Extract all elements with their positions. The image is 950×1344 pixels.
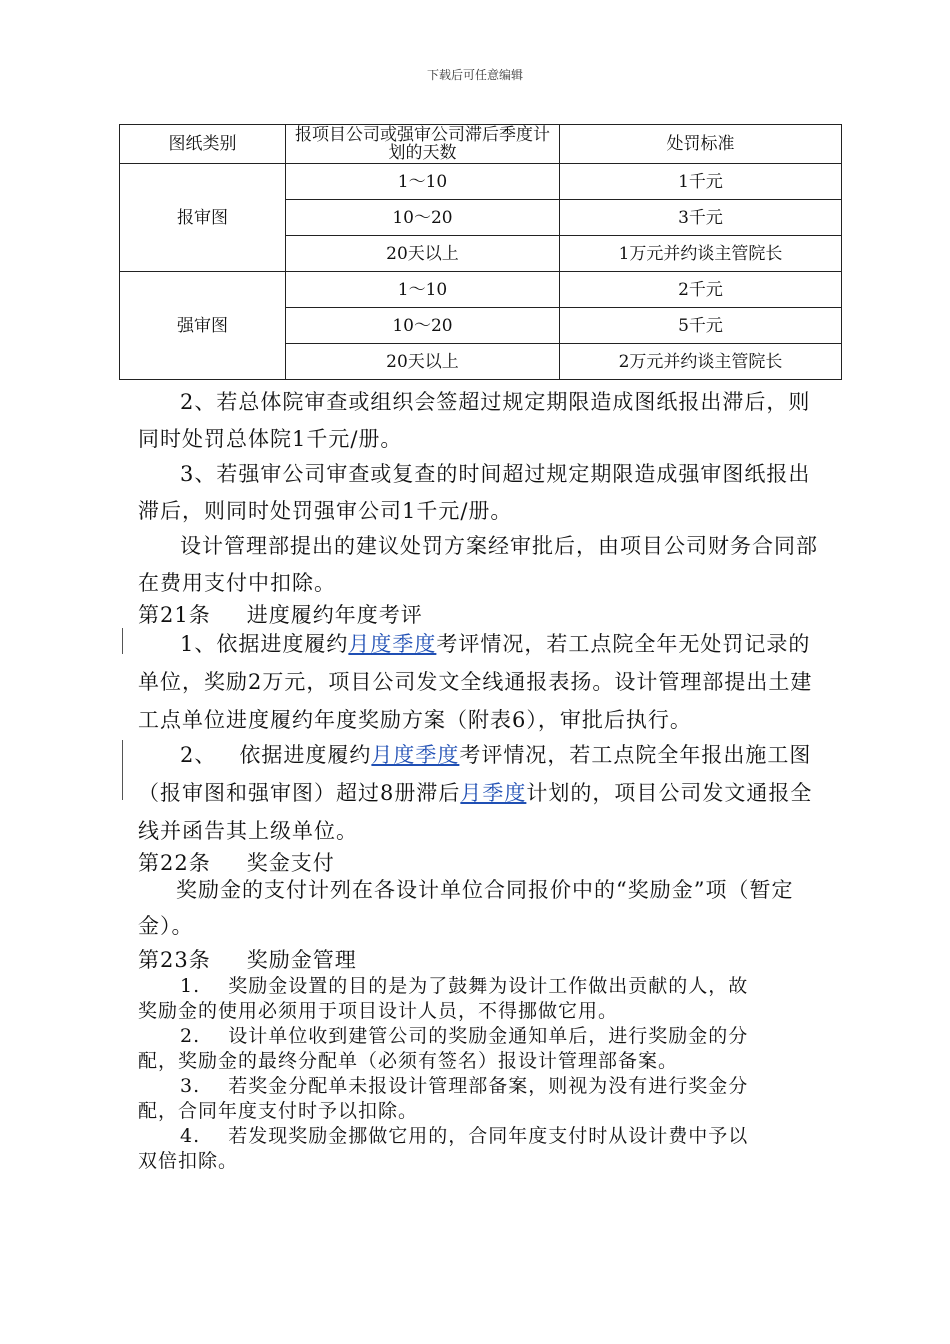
table-row bbox=[120, 164, 842, 200]
article-title: 奖金支付 bbox=[246, 851, 335, 875]
article-title: 进度履约年度考评 bbox=[246, 603, 423, 627]
page-header: 下载后可任意编辑 bbox=[426, 68, 523, 82]
link-monthly-quarterly[interactable]: 月度季度 bbox=[371, 743, 460, 767]
a22p1-line-2: 金）。 bbox=[138, 914, 194, 938]
a21p1-line-1 bbox=[138, 625, 838, 663]
a22p1-line-1: 奖励金的支付计列在各设计单位合同报价中的“奖励金”项（暂定 bbox=[176, 878, 794, 902]
penalty-cell: 2万元并约谈主管院长 bbox=[560, 344, 842, 380]
link-monthly-quarterly[interactable]: 月度季度 bbox=[348, 632, 437, 656]
penalty-cell: 3千元 bbox=[560, 200, 842, 236]
days-cell: 20天以上 bbox=[286, 344, 560, 380]
paragraph-3-line-1: 3、若强审公司审查或复查的时间超过规定期限造成强审图纸报出 bbox=[180, 462, 811, 486]
days-cell: 10～20 bbox=[286, 308, 560, 344]
article-21-paragraph-1 bbox=[138, 625, 838, 739]
a23-item-1-line-1: 1. 奖励金设置的目的是为了鼓舞为设计工作做出贡献的人，故 bbox=[180, 975, 749, 997]
a21p2-line-2 bbox=[138, 774, 838, 812]
penalty-cell: 5千元 bbox=[560, 308, 842, 344]
link-month-quarter[interactable]: 月季度 bbox=[460, 781, 527, 805]
days-cell: 1～10 bbox=[286, 164, 560, 200]
days-cell: 10～20 bbox=[286, 200, 560, 236]
header-cell-days: 报项目公司或强审公司滞后季度计划的天数 bbox=[286, 125, 560, 164]
revision-mark bbox=[122, 628, 123, 654]
article-number: 第22条 bbox=[138, 851, 211, 875]
paragraph-2 bbox=[138, 384, 838, 458]
penalty-table bbox=[119, 124, 842, 380]
paragraph-2-line-2: 同时处罚总体院1千元/册。 bbox=[138, 427, 403, 451]
paragraph-3 bbox=[138, 456, 838, 530]
a23-item-2-line-2: 配，奖励金的最终分配单（必须有签名）报设计管理部备案。 bbox=[138, 1050, 679, 1072]
header-cell-category: 图纸类别 bbox=[120, 125, 286, 164]
text-span: 考评情况，若工点院全年无处罚记录的 bbox=[436, 632, 811, 656]
category-cell: 强审图 bbox=[120, 272, 286, 380]
a23-item-3-line-2: 配，合同年度支付时予以扣除。 bbox=[138, 1100, 419, 1122]
a21p1-line-3: 工点单位进度履约年度奖励方案（附表6），审批后执行。 bbox=[138, 708, 692, 732]
article-23-heading bbox=[138, 945, 838, 975]
a21p1-line-2: 单位，奖励2万元，项目公司发文全线通报表扬。设计管理部提出土建 bbox=[138, 670, 813, 694]
a23-item-4-line-1: 4. 若发现奖励金挪做它用的，合同年度支付时从设计费中予以 bbox=[180, 1125, 749, 1147]
paragraph-4-line-1: 设计管理部提出的建议处罚方案经审批后，由项目公司财务合同部 bbox=[180, 534, 818, 558]
paragraph-4-line-2: 在费用支付中扣除。 bbox=[138, 571, 336, 595]
paragraph-2-line-1: 2、若总体院审查或组织会签超过规定期限造成图纸报出滞后，则 bbox=[180, 390, 811, 414]
days-cell: 1～10 bbox=[286, 272, 560, 308]
a21p2-line-1 bbox=[138, 736, 838, 774]
article-23-items bbox=[138, 974, 838, 1174]
text-span: 考评情况，若工点院全年报出施工图 bbox=[459, 743, 812, 767]
text-span: 2、 依据进度履约 bbox=[180, 743, 372, 767]
paragraph-3-line-2: 滞后，则同时处罚强审公司1千元/册。 bbox=[138, 499, 513, 523]
text-span: 计划的，项目公司发文通报全 bbox=[526, 781, 813, 805]
article-number: 第21条 bbox=[138, 603, 211, 627]
table-header-row bbox=[120, 125, 842, 164]
article-21-paragraph-2 bbox=[138, 736, 838, 850]
a23-item-3-line-1: 3. 若奖金分配单未报设计管理部备案，则视为没有进行奖金分 bbox=[180, 1075, 749, 1097]
penalty-cell: 1千元 bbox=[560, 164, 842, 200]
header-cell-penalty: 处罚标准 bbox=[560, 125, 842, 164]
penalty-cell: 1万元并约谈主管院长 bbox=[560, 236, 842, 272]
article-number: 第23条 bbox=[138, 948, 211, 972]
days-cell: 20天以上 bbox=[286, 236, 560, 272]
text-span: （报审图和强审图）超过8册滞后 bbox=[138, 781, 461, 805]
a23-item-1-line-2: 奖励金的使用必须用于项目设计人员，不得挪做它用。 bbox=[138, 1000, 619, 1022]
penalty-cell: 2千元 bbox=[560, 272, 842, 308]
table-row bbox=[120, 272, 842, 308]
article-22-paragraph bbox=[138, 872, 838, 944]
text-span: 1、依据进度履约 bbox=[180, 632, 349, 656]
paragraph-4 bbox=[138, 528, 838, 602]
revision-mark bbox=[122, 740, 123, 800]
a23-item-4-line-2: 双倍扣除。 bbox=[138, 1150, 239, 1172]
article-title: 奖励金管理 bbox=[246, 948, 357, 972]
a21p2-line-3: 线并函告其上级单位。 bbox=[138, 819, 358, 843]
a23-item-2-line-1: 2. 设计单位收到建管公司的奖励金通知单后，进行奖励金的分 bbox=[180, 1025, 749, 1047]
category-cell: 报审图 bbox=[120, 164, 286, 272]
